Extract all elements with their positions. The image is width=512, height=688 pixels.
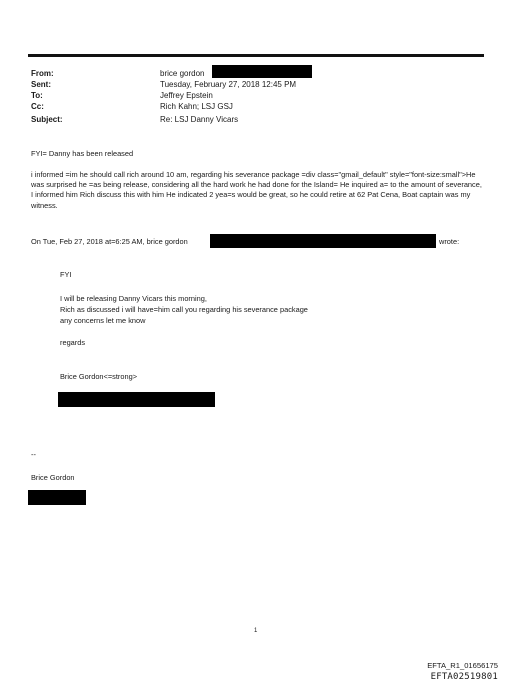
redaction-block [28, 490, 86, 505]
footer-signature: Brice Gordon [31, 473, 75, 482]
fyi-line: FYI= Danny has been released [31, 149, 134, 158]
quoted-signature: Brice Gordon<=strong> [60, 372, 138, 381]
subject-value: Re: LSJ Danny Vicars [160, 115, 239, 124]
quoted-line: I will be releasing Danny Vicars this morning, [60, 294, 207, 303]
body-paragraph: i informed =im he should call rich around 10 am, regarding his severance package =div class="gmail_default" style="font-size:small">He was surprised he =as being release, considering all the hard work he had done for the Island= He inquired a= to the amount of severance, I informed him Rich discuss this with him He indicated 2 yea=s would be great, so he could retire at 62 Pat Cena, Boat captain was my witness. [31, 170, 482, 210]
quote-wrote: wrote: [439, 237, 460, 246]
signature-dashes: -- [31, 450, 36, 459]
quote-intro: On Tue, Feb 27, 2018 at=6:25 AM, brice gordon [31, 237, 188, 246]
bates-id-2: EFTA02519801 [430, 672, 498, 682]
cc-label: Cc: [31, 102, 44, 111]
to-label: To: [31, 91, 43, 100]
from-label: From: [31, 69, 54, 78]
subject-label: Subject: [31, 115, 63, 124]
bates-id-1: EFTA_R1_01656175 [427, 661, 498, 670]
header-rule [28, 54, 484, 57]
quoted-fyi: FYI [60, 270, 72, 279]
page-number: 1 [254, 628, 258, 634]
sent-value: Tuesday, February 27, 2018 12:45 PM [160, 80, 297, 89]
from-value: brice gordon [160, 69, 205, 78]
redaction-block [58, 392, 215, 407]
cc-value: Rich Kahn; LSJ GSJ [160, 102, 233, 111]
quoted-line: any concerns let me know [60, 316, 146, 325]
redaction-block [212, 65, 312, 78]
quoted-regards: regards [60, 338, 86, 347]
quoted-line: Rich as discussed i will have=him call you regarding his severance package [60, 305, 308, 314]
to-value: Jeffrey Epstein [160, 91, 213, 100]
sent-label: Sent: [31, 80, 51, 89]
redaction-block [210, 234, 436, 248]
